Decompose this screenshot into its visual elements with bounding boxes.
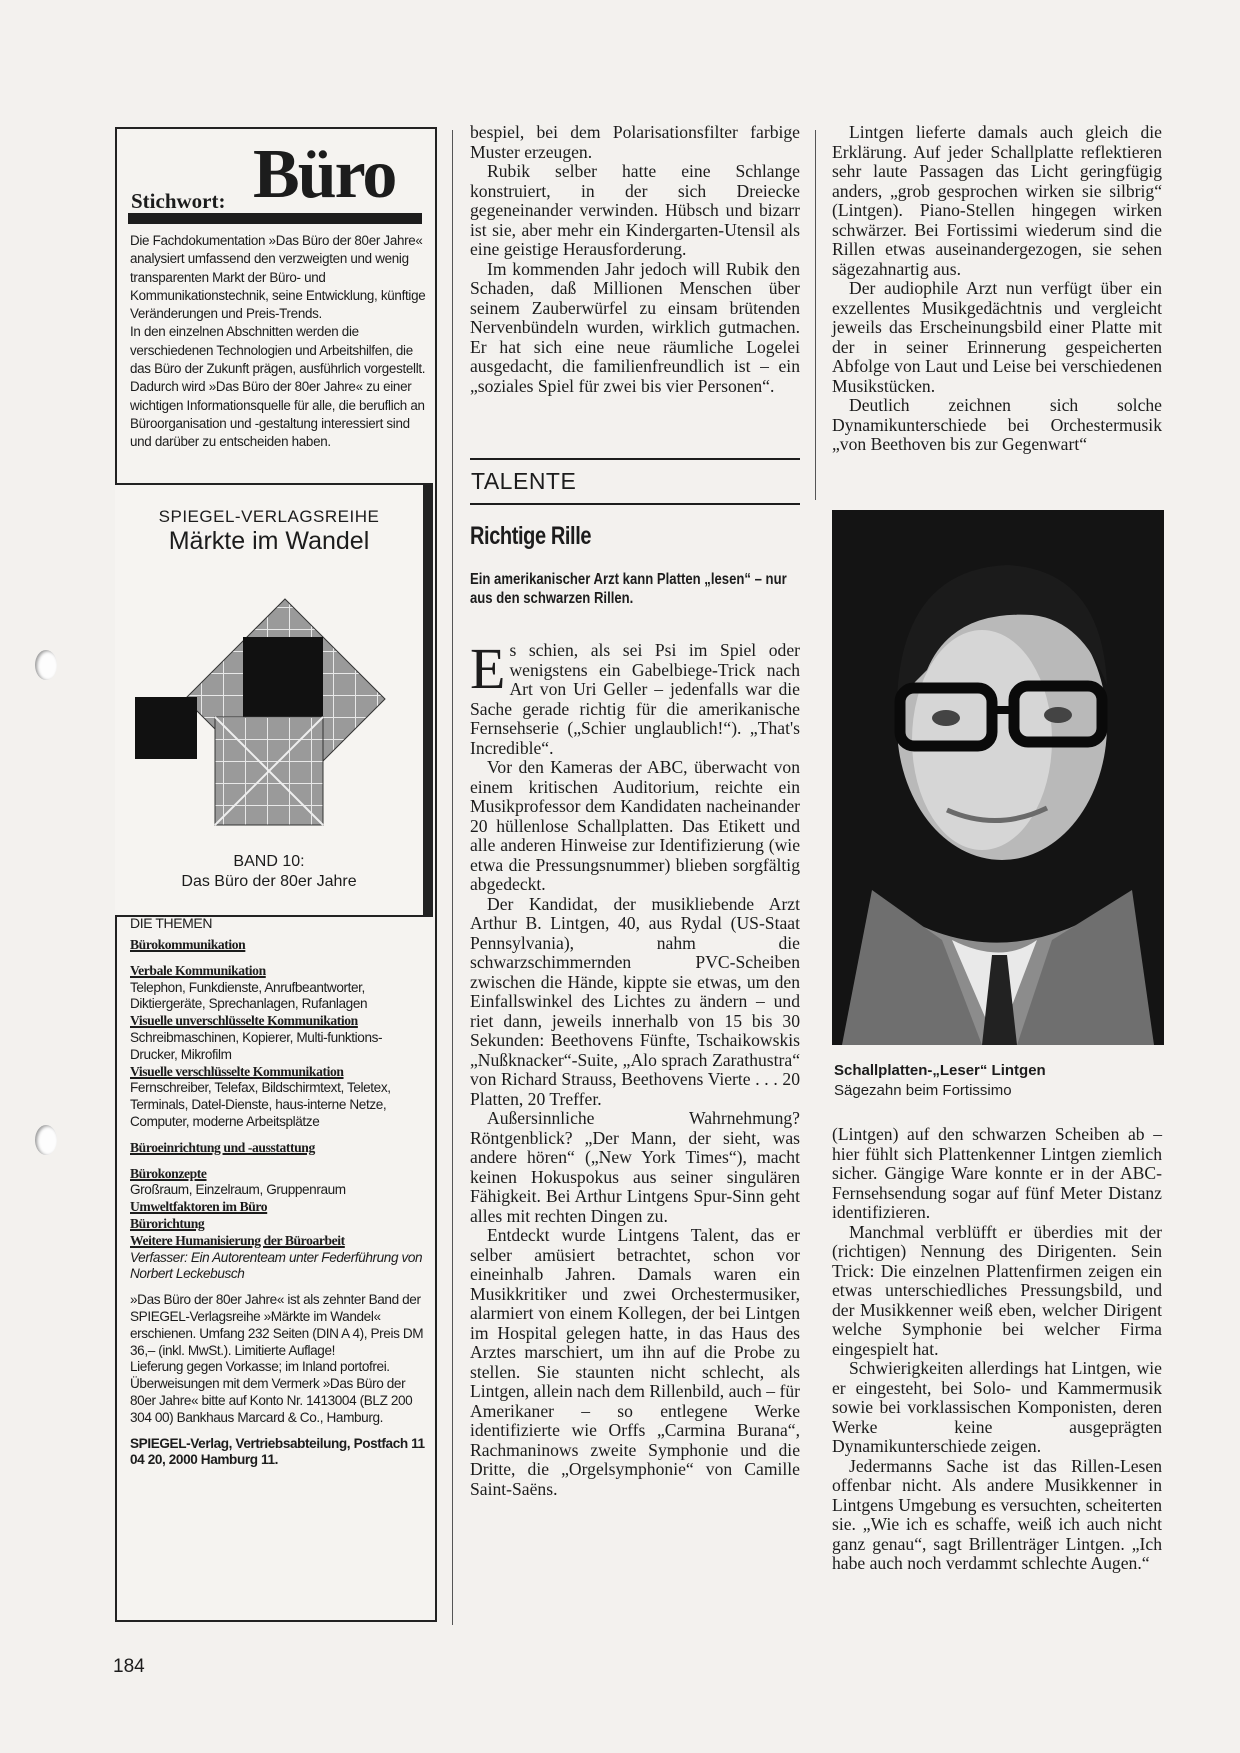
page-number: 184 [113,1656,145,1677]
pythagoras-figure [135,585,405,835]
theme-3-text: Schreibmaschinen, Kopierer, Multi-funktions-Drucker, Mikrofilm [130,1029,383,1062]
right-para-3: Deutlich zeichnen sich solche Dynamikunterschiede bei Orchestermusik „von Beethoven bis zur Gegenwart“ [832,395,1162,454]
article-headline: Richtige Rille [470,522,592,550]
punch-hole-top [35,650,57,680]
cover-series: SPIEGEL-VERLAGSREIHE [158,507,380,526]
prev-para-3: Im kommenden Jahr jedoch will Rubik den Schaden, daß Millionen Menschen über seinem Zauberwürfel zu einsam brütenden Nervenbündeln wurden, wirklich gutmachen. Er hat sich eine neue räumliche Logelei ausgedacht, die familienfreundlich ist – ein „soziales Spiel für zwei bis vier Personen“. [470,258,800,396]
body-para-2: Der Kandidat, der musikliebende Arzt Arthur B. Lintgen, 40, aus Rydal (US-Staat Pennsylvania), nahm die schwarzschimmernden PVC-Scheiben zwischen die Hände, kippte sie etwas, um den Einfallswinkel des Lichtes zu ändern – und riet dann, jeweils innerhalb von 15 bis 30 Sekunden: Beethovens Fünfte, Tschaikowskis „Nußknacker“-Suite, „Alo sprach Zarathustra“ von Richard Strauss, Beethovens Vierte . . . 20 Platten, 20 Treffer. [470,893,800,1109]
photo-caption-subtitle: Sägezahn beim Fortissimo [834,1082,1012,1099]
lead-paragraph [470,636,800,758]
section-rule-bottom [470,503,800,505]
article-body-right-top [832,123,1162,455]
ad-header [117,129,435,489]
ad-stichwort: Stichwort: [131,189,226,213]
theme-9: Weitere Humanisierung der Büroarbeit [130,1232,345,1248]
theme-5: Büroeinrichtung und -ausstattung [130,1139,315,1155]
right-para-2: Der audiophile Arzt nun verfügt über ein exzellentes Musikgedächtnis und vergleicht jeweils das Erscheinungsbild einer Platte mit der in seiner Erinnerung gespeicherten Abfolge von Laut und Leise bei verschiedenen Musikstücken. [832,278,1162,396]
theme-8: Bürorichtung [130,1215,205,1231]
article-body-right [832,1125,1162,1574]
right-continue: (Lintgen) auf den schwarzen Scheiben ab – hier fühlt sich Plattenkenner Lintgen ziemlich sicher. Gängige Ware konnte er in der ABC-Fernsehsendung sogar auf fünf Meter Distanz identifizieren. [832,1124,1162,1222]
theme-4: Visuelle verschlüsselte Kommunikation [130,1063,344,1079]
order-info: »Das Büro der 80er Jahre« ist als zehnter Band der SPIEGEL-Verlagsreihe »Märkte im Wandel« erschienen. Umfang 232 Seiten (DIN A 4), Preis DM 36,– (inkl. MwSt.). Limitierte Auflage! [130,1292,424,1358]
right-para-1: Lintgen lieferte damals auch gleich die Erklärung. Auf jeder Schallplatte reflektieren sehr laute Passagen das Licht geringfügig anders, „grob gesprochen wirken sie silbrig“ (Lintgen). Piano-Stellen hingegen wirken schwärzer. Bei Fortissimi wiederum sind die Rillen etwas auseinandergezogen, sie sehen sägezahnartig aus. [832,122,1162,279]
column-divider-right [815,130,816,500]
ad-desc-2: In den einzelnen Abschnitten werden die verschiedenen Technologien und Arbeitshilfen, die das Büro der Zukunft prägen, ausführlich vorgestellt. [130,324,426,377]
cover-title: Märkte im Wandel [168,527,370,555]
right-para-4: Manchmal verblüfft er überdies mit der (richtigen) Nennung des Dirigenten. Sein Trick: Die einzelnen Plattenfirmen zeigen ein etwas unterschiedliches Pressungsbild, und der Musikkenner weiß eben, welcher Dirigent welche Symphonie bei welcher Firma eingespielt hat. [832,1221,1162,1359]
themes-list [130,937,428,1469]
ad-title: Büro [253,136,396,213]
cover-band-title: Das Büro der 80er Jahre [181,873,357,890]
punch-hole-bottom [35,1125,57,1155]
advertisement-box [115,127,437,1622]
prev-para-1: bespiel, bei dem Polarisationsfilter farbige Muster erzeugen. [470,122,800,162]
lead-text: s schien, als sei Psi im Spiel oder wenigstens ein Gabelbiege-Trick nach Art von Uri Geller – jedenfalls war die Sache gerade richtig für die amerikanische Fernsehserie („Schier unglaublich!“). „That's Incredible“. [470,640,800,758]
drop-cap: E [470,636,506,701]
show-through-text [780,40,789,68]
portrait-photo [832,510,1164,1045]
column-divider-left [452,130,453,1625]
theme-6: Bürokonzepte [130,1165,207,1181]
cover-band-number: BAND 10: [233,853,305,870]
article-body-middle [470,636,800,1499]
body-para-1: Vor den Kameras der ABC, überwacht von einem kritischen Auditorium, reichte ein Musikprofessor dem Kandidaten nacheinander 20 hüllenlose Schallplatten. Das Etikett und alle anderen Hinweise zur Identifizierung (wie etwa die Pressungsnummer) blieben sorgfältig abgedeckt. [470,757,800,894]
prev-para-2: Rubik selber hatte eine Schlange konstruiert, in der sich Dreiecke gegeneinander verwinden. Hübsch und bizarr ist sie, aber mehr ein Kindergarten-Utensil als eine geistige Herausforderung. [470,161,800,259]
delivery-info: Lieferung gegen Vorkasse; im Inland portofrei. Überweisungen mit dem Vermerk »Das Büro der 80er Jahre« bitte auf Konto Nr. 1413004 (BLZ 200 304 00) Bankhaus Marcard & Co., Hamburg. [130,1359,413,1425]
body-para-3: Außersinnliche Wahrnehmung? Röntgenblick? „Der Mann, der sieht, was andere hören“ („New York Times“), macht keinen Hokuspokus aus seiner singulären Fähigkeit. Bei Arthur Lintgens Spur-Sinn geht alles mit rechten Dingen zu. [470,1108,800,1226]
theme-2-text: Telephon, Funkdienste, Anrufbeantworter, Diktiergeräte, Sprechanlagen, Rufanlagen [130,979,368,1012]
previous-article-end [470,123,800,396]
ad-desc-3: Dadurch wird »Das Büro der 80er Jahre« zu einer wichtigen Informationsquelle für alle, die beruflich an Büroorganisation und -gestaltung interessiert sind und darüber zu entscheiden haben. [130,379,425,450]
themes-heading: DIE THEMEN [130,915,213,931]
theme-3: Visuelle unverschlüsselte Kommunikation [130,1013,358,1029]
publisher-address: SPIEGEL-Verlag, Vertriebsabteilung, Postfach 11 04 20, 2000 Hamburg 11. [130,1435,425,1468]
article-subhead: Ein amerikanischer Arzt kann Platten „lesen“ – nur aus den schwarzen Rillen. [470,571,787,607]
theme-6-text: Großraum, Einzelraum, Gruppenraum [130,1182,346,1198]
theme-7: Umweltfaktoren im Büro [130,1199,268,1215]
section-label: TALENTE [471,468,577,494]
ad-black-bar [128,213,422,224]
body-para-4: Entdeckt wurde Lintgens Talent, das er selber amüsiert betrachtet, schon vor eineinhalb Jahren. Damals waren ein Musikkritiker und zwei Orchestermusiker, alarmiert von einem Kollegen, der bei Lintgen im Hospital gelegen hatte, in das Haus des Arztes marschiert, um ihn auf die Probe zu stellen. Sie staunten nicht schlecht, als Lintgen, allein nach dem Rillenbild, auch – für Amerikaner – so entlegene Werke identifizierte wie Orffs „Carmina Burana“, Rachmaninows zweite Symphonie und die Dritte, die „Orgelsymphonie“ von Camille Saint-Saëns. [470,1225,800,1499]
theme-2: Verbale Kommunikation [130,962,266,978]
ad-description [130,232,426,452]
book-cover [115,483,433,917]
cover-band [115,852,423,892]
photo-caption-title: Schallplatten-„Leser“ Lintgen [834,1062,1046,1079]
right-para-6: Jedermanns Sache ist das Rillen-Lesen offenbar nicht. Als andere Musikkenner in Lintgens Umgebung es versuchten, scheiterten sie. „Wie ich es schaffe, weiß ich auch nicht ganz genau“, sagt Brillenträger Lintgen. „Ich habe auch noch verdammt schlechte Augen.“ [832,1455,1162,1573]
ad-desc-1: Die Fachdokumentation »Das Büro der 80er Jahre« analysiert umfassend den verzweigten und wenig transparenten Markt der Büro- und Kommunikationstechnik, seine Entwicklung, künftige Veränderungen und Preis-Trends. [130,233,426,322]
themes-authors: Verfasser: Ein Autorenteam unter Federführung von Norbert Leckebusch [130,1249,423,1282]
section-rule-top [470,458,800,460]
theme-4-text: Fernschreiber, Telefax, Bildschirmtext, Teletex, Terminals, Datel-Dienste, haus-interne Netze, Computer, moderne Arbeitsplätze [130,1080,391,1129]
right-para-5: Schwierigkeiten allerdings hat Lintgen, wie er eingesteht, bei Solo- und Kammermusik sowie bei vorklassischen Komponisten, deren Werke keine ausgeprägten Dynamikunterschiede zeigen. [832,1358,1162,1456]
theme-1: Bürokommunikation [130,937,246,952]
